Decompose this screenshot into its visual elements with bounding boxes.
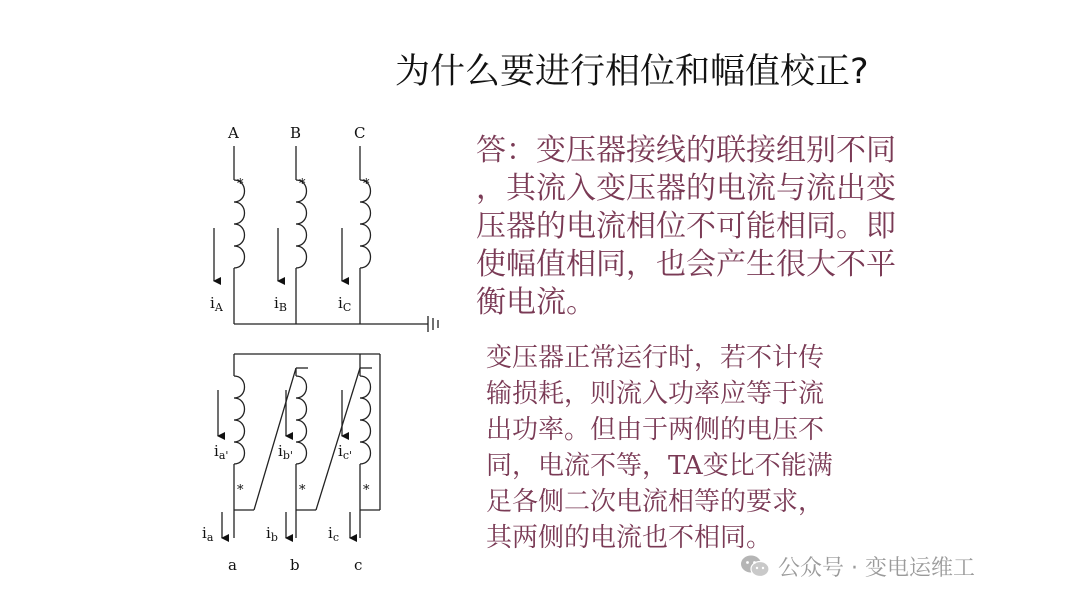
answer-paragraph	[476, 132, 926, 322]
phase-label-a: a	[228, 556, 237, 574]
watermark	[740, 548, 975, 584]
current-label-delta-a: $i_{a'}$	[214, 442, 229, 462]
upper-winding-section	[214, 146, 438, 332]
phase-label-A: A	[228, 124, 239, 142]
polarity-mark: *	[299, 483, 306, 498]
polarity-mark: *	[237, 177, 244, 192]
answer-line: 使幅值相同，也会产生很大不平	[476, 247, 896, 282]
current-label-upper-C: $i_C$	[338, 294, 352, 314]
answer-line: 压器的电流相位不可能相同。即	[476, 209, 896, 244]
ground-icon	[428, 316, 438, 332]
polarity-mark: *	[299, 177, 306, 192]
wechat-icon	[740, 553, 770, 579]
answer-line: 答：变压器接线的联接组别不同	[476, 133, 896, 168]
current-label-delta-b: $i_{b'}$	[278, 442, 293, 462]
explanation-line: 出功率。但由于两侧的电压不	[486, 415, 825, 445]
explanation-paragraph	[486, 340, 906, 556]
answer-line: ，其流入变压器的电流与流出变	[476, 171, 896, 206]
polarity-mark: *	[363, 483, 370, 498]
lower-winding-section	[218, 354, 380, 538]
current-label-lower-c: $i_c$	[328, 524, 339, 544]
page-title: 为什么要进行相位和幅值校正?	[395, 52, 869, 92]
coil-B	[296, 180, 307, 268]
polarity-mark: *	[363, 177, 370, 192]
explanation-line: 变压器正常运行时，若不计传	[486, 343, 825, 373]
coil-c	[360, 376, 371, 464]
coil-a	[234, 376, 245, 464]
current-label-upper-A: $i_A$	[210, 294, 223, 314]
explanation-line: 足各侧二次电流相等的要求，	[486, 487, 825, 517]
current-label-lower-b: $i_b$	[266, 524, 278, 544]
current-label-lower-a: $i_a$	[202, 524, 214, 544]
phase-label-B: B	[290, 124, 302, 142]
current-label-upper-B: $i_B$	[274, 294, 287, 314]
coil-A	[234, 180, 245, 268]
answer-line: 衡电流。	[476, 285, 596, 320]
explanation-line: 输损耗，则流入功率应等于流	[486, 379, 825, 409]
polarity-mark: *	[237, 483, 244, 498]
phase-label-C: C	[354, 124, 366, 142]
coil-C	[360, 180, 371, 268]
explanation-line: 同，电流不等，TA变比不能满	[486, 451, 833, 481]
phase-label-b: b	[290, 556, 300, 574]
current-label-delta-c: $i_{c'}$	[338, 442, 352, 462]
delta-link-bc	[316, 368, 360, 510]
explanation-line: 其两侧的电流也不相同。	[486, 523, 773, 553]
delta-link-ab	[254, 368, 296, 510]
phase-label-c: c	[354, 556, 363, 574]
transformer-wiring-diagram	[190, 118, 460, 586]
coil-b	[296, 376, 307, 464]
watermark-text: 公众号 · 变电运维工	[778, 555, 975, 581]
